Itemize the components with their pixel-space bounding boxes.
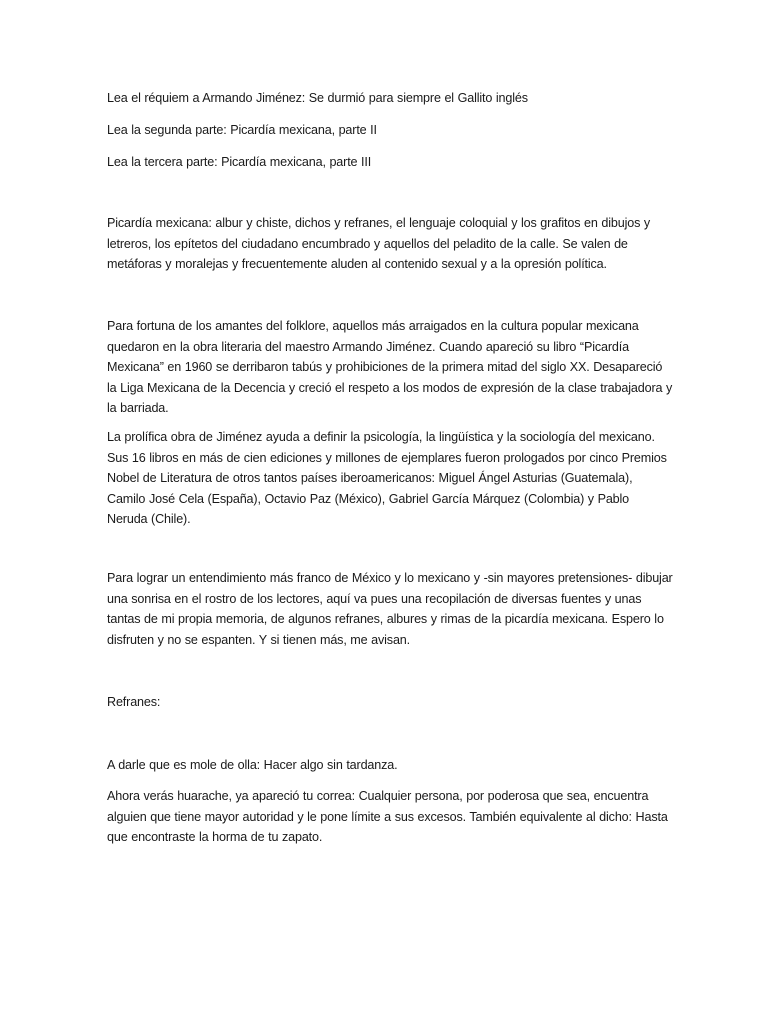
intro-paragraph: Picardía mexicana: albur y chiste, dichos y refranes, el lenguaje coloquial y los grafitos en dibujos y letreros, los epítetos del ciudadano encumbrado y aquellos del peladito de la calle. Se valen de metáforas y moralejas y frecuentemente aluden al contenido sexual y a la opresión política. — [107, 216, 651, 271]
requiem-link-line: Lea el réquiem a Armando Jiménez: Se durmió para siempre el Gallito inglés — [107, 91, 528, 105]
purpose-paragraph: Para lograr un entendimiento más franco de México y lo mexicano y -sin mayores pretensiones- dibujar una sonrisa en el rostro de los lectores, aquí va pues una recopilación de diversas fuentes y unas tantas de mi propia memoria, de algunos refranes, albures y rimas de la picardía mexicana. Espero lo disfruten y no se espanten. Y si tienen más, me avisan. — [107, 571, 673, 647]
saying-item: Ahora verás huarache, ya apareció tu correa: Cualquier persona, por poderosa que sea, encuentra alguien que tiene mayor autoridad y le pone límite a sus excesos. También equivalente al dicho: Hasta que encontraste la horma de tu zapato. — [107, 789, 668, 844]
jimenez-work-paragraph: La prolífica obra de Jiménez ayuda a definir la psicología, la lingüística y la sociología del mexicano. Sus 16 libros en más de cien ediciones y millones de ejemplares fueron prologados por cinco Premios Nobel de Literatura de otros tantos países iberoamericanos: Miguel Ángel Asturias (Guatemala), Camilo José Cela (España), Octavio Paz (México), Gabriel García Márquez (Colombia) y Pablo Neruda (Chile). — [107, 430, 667, 526]
folklore-paragraph: Para fortuna de los amantes del folklore, aquellos más arraigados en la cultura popular mexicana quedaron en la obra literaria del maestro Armando Jiménez. Cuando apareció su libro “Picardía Mexicana” en 1960 se derribaron tabús y prohibiciones de la primera mitad del siglo XX. Desapareció la Liga Mexicana de la Decencia y creció el respeto a los modos de expresión de la clase trabajadora y la barriada. — [107, 319, 673, 415]
saying-item: A darle que es mole de olla: Hacer algo sin tardanza. — [107, 758, 398, 772]
part-three-link-line: Lea la tercera parte: Picardía mexicana, parte III — [107, 155, 372, 169]
section-heading-refranes: Refranes: — [107, 695, 161, 709]
part-two-link-line: Lea la segunda parte: Picardía mexicana, parte II — [107, 123, 377, 137]
